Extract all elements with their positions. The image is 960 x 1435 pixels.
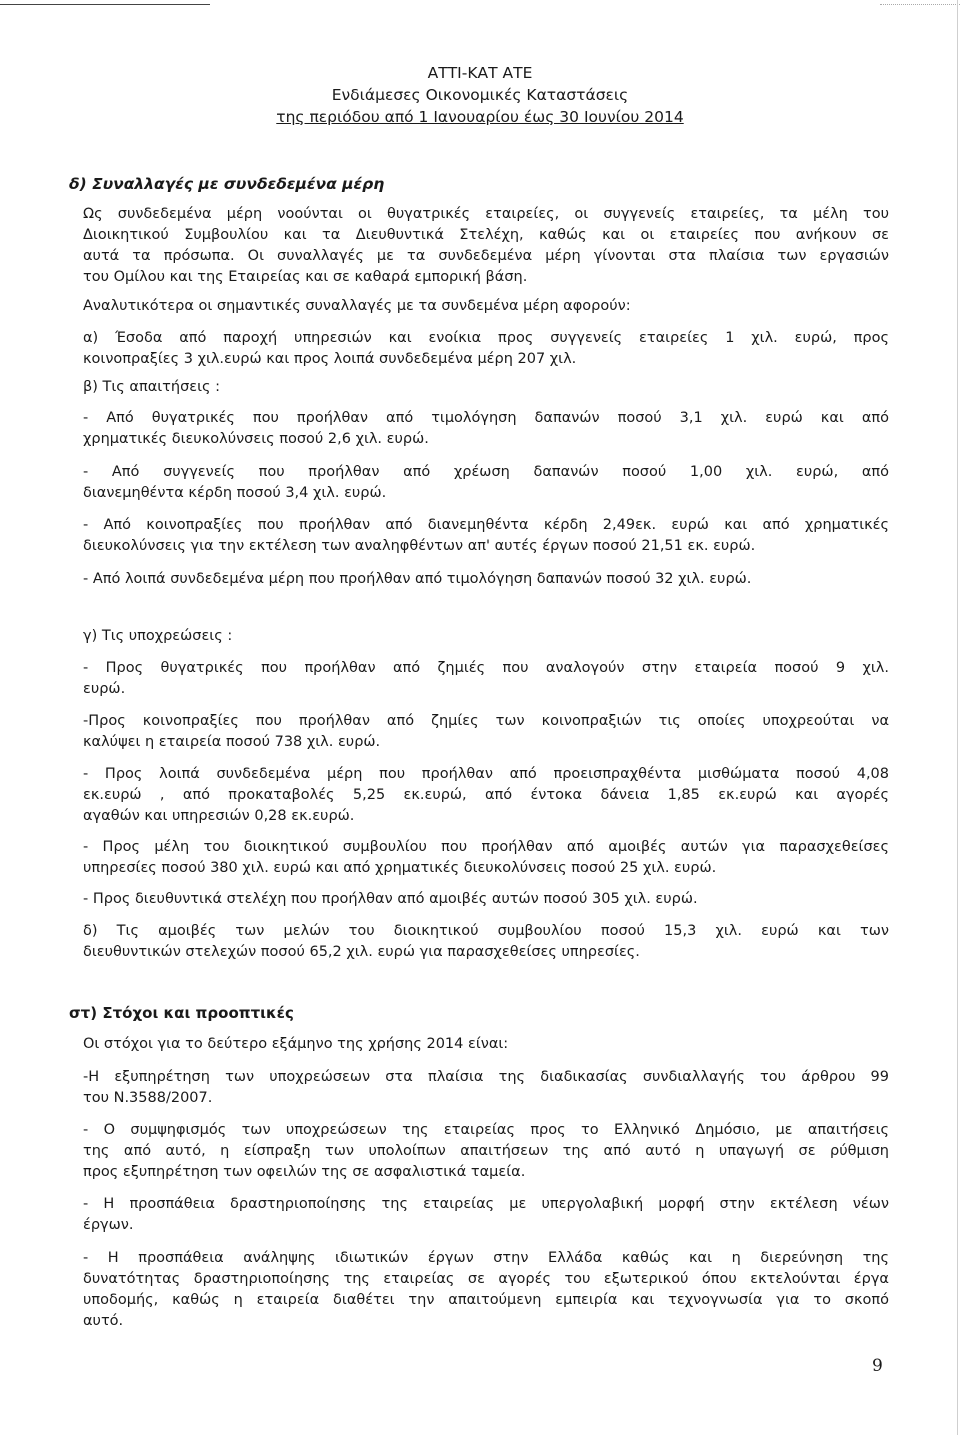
liability-line: αγαθών και υπηρεσιών 0,28 εκ.ευρώ. [83,808,355,824]
receivable-line: - Από κοινοπραξίες που προήλθαν από διανεμηθέντα κέρδη 2,49εκ. ευρώ και από χρηματικές [83,517,889,533]
receivable-line: - Από θυγατρικές που προήλθαν από τιμολόγηση δαπανών ποσού 3,1 χιλ. ευρώ και από [83,410,889,426]
liabilities-heading: γ) Τις υποχρεώσεις : [83,628,233,644]
section-d-heading: δ) Συναλλαγές με συνδεδεμένα μέρη [69,175,385,193]
compensation-line: δ) Τις αμοιβές των μελών του διοικητικού συμβουλίου ποσού 15,3 χιλ. ευρώ και των [83,923,889,939]
page-number: 9 [872,1356,883,1376]
intro-line: του Ομίλου και της Εταιρείας και σε καθαρά εμπορική βάση. [83,269,528,285]
goal-line: - Η προσπάθεια ανάληψης ιδιωτικών έργων στην Ελλάδα καθώς και η διερεύνηση της [83,1250,889,1266]
liability-line: - Προς θυγατρικές που προήλθαν από ζημιές που αναλογούν στην εταιρεία ποσού 9 χιλ. [83,660,889,676]
goal-line: έργων. [83,1217,134,1233]
compensation-line: διευθυντικών στελεχών ποσού 65,2 χιλ. ευρώ για παρασχεθείσες υπηρεσίες. [83,944,640,960]
scan-right-edge [957,0,958,1435]
goal-line: υποδομής, καθώς η εταιρεία διαθέτει την απαιτούμενη εμπειρία και τεχνογνωσία για το σκοπό [83,1292,889,1308]
goal-line: αυτό. [83,1313,124,1329]
liability-line: -Προς κοινοπραξίες που προήλθαν από ζημίες των κοινοπραξιών τις οποίες υποχρεούται να [83,713,889,729]
goal-line: προς εξυπηρέτηση των οφειλών της σε ασφαλιστικά ταμεία. [83,1164,526,1180]
liability-line: εκ.ευρώ , από προκαταβολές 5,25 εκ.ευρώ, από έντοκα δάνεια 1,85 εκ.ευρώ και αγορές [83,787,889,803]
intro-line: αυτά τα πρόσωπα. Οι συναλλαγές με τα συνδεδεμένα μέρη γίνονται στα πλαίσια των εργασιών [83,248,889,264]
receivable-line: χρηματικές διευκολύνσεις ποσού 2,6 χιλ. ευρώ. [83,431,429,447]
liability-line: - Προς μέλη του διοικητικού συμβουλίου που προήλθαν από αμοιβές αυτών για παρασχεθείσες [83,839,889,855]
liability-line: - Προς λοιπά συνδεδεμένα μέρη που προήλθαν από προεισπραχθέντα μισθώματα ποσού 4,08 [83,766,889,782]
receivable-line: - Από συγγενείς που προήλθαν από χρέωση δαπανών ποσού 1,00 χιλ. ευρώ, από [83,464,889,480]
goal-line: της από αυτό, η είσπραξη των υπολοίπων απαιτήσεων της από αυτό η υπαγωγή σε ρύθμιση [83,1143,889,1159]
liability-line: καλύψει η εταιρεία ποσού 738 χιλ. ευρώ. [83,734,381,750]
goal-line: του Ν.3588/2007. [83,1090,213,1106]
scan-edge-line [0,4,210,5]
receivables-heading: β) Τις απαιτήσεις : [83,379,221,395]
receivable-line: διανεμηθέντα κέρδη ποσού 3,4 χιλ. ευρώ. [83,485,387,501]
section-st-heading: στ) Στόχοι και προοπτικές [69,1004,294,1022]
receivable-line: διευκολύνσεις για την εκτέλεση των αναληφθέντων απ' αυτές έργων ποσού 21,51 εκ. ευρώ. [83,538,756,554]
document-title: Ενδιάμεσες Οικονομικές Καταστάσεις [331,86,629,104]
liability-line: ευρώ. [83,681,126,697]
detail-intro: Αναλυτικότερα οι σημαντικές συναλλαγές με τα συνδεμένα μέρη αφορούν: [83,298,631,314]
receivable-line: - Από λοιπά συνδεδεμένα μέρη που προήλθαν από τιμολόγηση δαπανών ποσού 32 χιλ. ευρώ. [83,571,752,587]
goal-line: - Η προσπάθεια δραστηριοποίησης της εταιρείας με υπεργολαβική μορφή στην εκτέλεση νέων [83,1196,889,1212]
goal-line: -Η εξυπηρέτηση των υποχρεώσεων στα πλαίσια της διαδικασίας συνδιαλλαγής του άρθρου 99 [83,1069,889,1085]
company-name: ΑΤΤΙ-ΚΑΤ ΑΤΕ [427,64,533,82]
item-a-line: α) Έσοδα από παροχή υπηρεσιών και ενοίκια προς συγγενείς εταιρείες 1 χιλ. ευρώ, προς [83,330,889,346]
period-title: της περιόδου από 1 Ιανουαρίου έως 30 Ιουνίου 2014 [276,108,684,126]
intro-line: Ως συνδεδεμένα μέρη νοούνται οι θυγατρικές εταιρείες, οι συγγενείς εταιρείες, τα μέλη του [83,206,889,222]
liability-line: υπηρεσίες ποσού 380 χιλ. ευρώ και από χρηματικές διευκολύνσεις ποσού 25 χιλ. ευρώ. [83,860,717,876]
intro-line: Διοικητικού Συμβουλίου και τα Διευθυντικά Στελέχη, καθώς και οι εταιρείες που ανήκουν σε [83,227,889,243]
goal-line: δυνατότητας δραστηριοποίησης της εταιρείας σε αγορές του εξωτερικού όπου εκτελούνται έργα [83,1271,889,1287]
item-a-line: κοινοπραξίες 3 χιλ.ευρώ και προς λοιπά συνδεδεμένα μέρη 207 χιλ. [83,351,577,367]
liability-line: - Προς διευθυντικά στελέχη που προήλθαν από αμοιβές αυτών ποσού 305 χιλ. ευρώ. [83,891,698,907]
goal-line: - Ο συμψηφισμός των υποχρεώσεων της εταιρείας προς το Ελληνικό Δημόσιο, με απαιτήσεις [83,1122,889,1138]
goals-intro: Οι στόχοι για το δεύτερο εξάμηνο της χρήσης 2014 είναι: [83,1036,509,1052]
scan-edge-dots [880,4,960,5]
